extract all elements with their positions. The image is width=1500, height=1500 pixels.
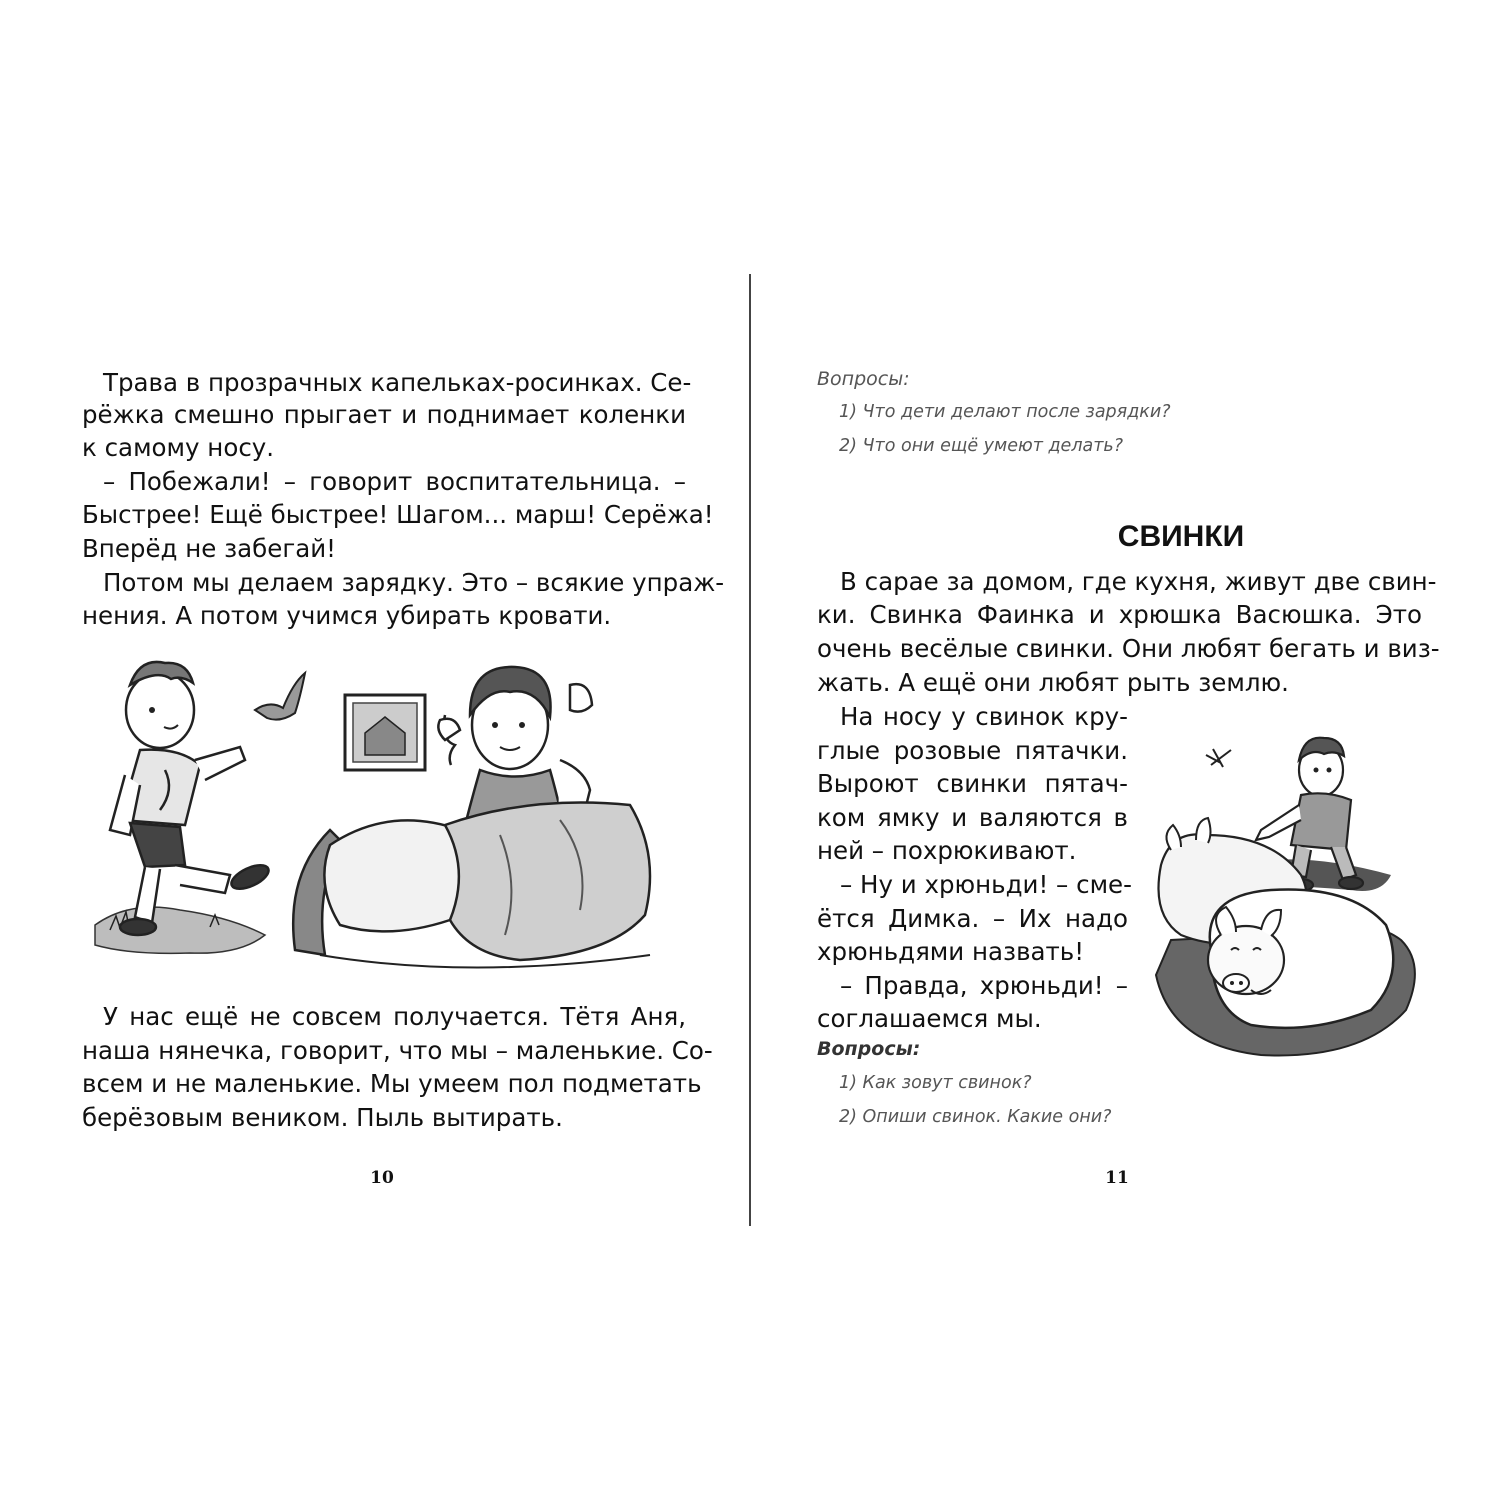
text-line: ком ямку и валяются в [817,803,1128,832]
text-line: глые розовые пятачки. [817,736,1128,765]
text-line: Быстрее! Ещё быстрее! Шагом... марш! Серёжа! [82,500,714,529]
text-line: Трава в прозрачных капельках-росинках. Се- [103,368,692,397]
story-title: СВИНКИ [1117,520,1245,553]
question-item: 2) Опиши свинок. Какие они? [839,1107,1112,1127]
questions-heading: Вопросы: [817,368,910,390]
text-line: Выроют свинки пятач- [817,769,1128,798]
page-number: 10 [370,1168,394,1188]
question-item: 2) Что они ещё умеют делать? [839,436,1124,456]
text-line: Вперёд не забегай! [82,534,336,563]
right-page [751,0,1500,1500]
text-line: хрюньдями назвать! [817,937,1085,966]
text-line: берёзовым веником. Пыль вытирать. [82,1103,563,1132]
text-line: всем и не маленькие. Мы умеем пол подметать [82,1069,702,1098]
text-line: нения. А потом учимся убирать кровати. [82,601,612,630]
questions-heading: Вопросы: [817,1038,921,1060]
text-line: к самому носу. [82,433,275,462]
text-line: В сарае за домом, где кухня, живут две свин- [840,567,1437,596]
text-line: Потом мы делаем зарядку. Это – всякие упраж- [103,568,725,597]
text-line: очень весёлые свинки. Они любят бегать и виз- [817,634,1440,663]
children-making-bed-illustration [90,655,690,985]
page-number: 11 [1105,1168,1129,1188]
text-line: ки. Свинка Фаинка и хрюшка Васюшка. Это [817,600,1422,629]
text-line: соглашаемся мы. [817,1004,1042,1033]
left-page [0,0,749,1500]
text-line: – Ну и хрюньди! – сме- [840,870,1132,899]
text-line: На носу у свинок кру- [840,702,1128,731]
text-line: – Побежали! – говорит воспитательница. – [103,467,686,496]
question-item: 1) Что дети делают после зарядки? [839,402,1171,422]
question-item: 1) Как зовут свинок? [839,1073,1032,1093]
text-line: У нас ещё не совсем получается. Тётя Аня, [103,1002,686,1031]
text-line: ётся Димка. – Их надо [817,904,1128,933]
boy-with-pigs-illustration [1151,725,1436,1065]
text-line: ней – похрюкивают. [817,836,1077,865]
text-line: – Правда, хрюньди! – [840,971,1128,1000]
text-line: наша нянечка, говорит, что мы – маленькие. Со- [82,1036,713,1065]
text-line: рёжка смешно прыгает и поднимает коленки [82,400,686,429]
text-line: жать. А ещё они любят рыть землю. [817,668,1289,697]
